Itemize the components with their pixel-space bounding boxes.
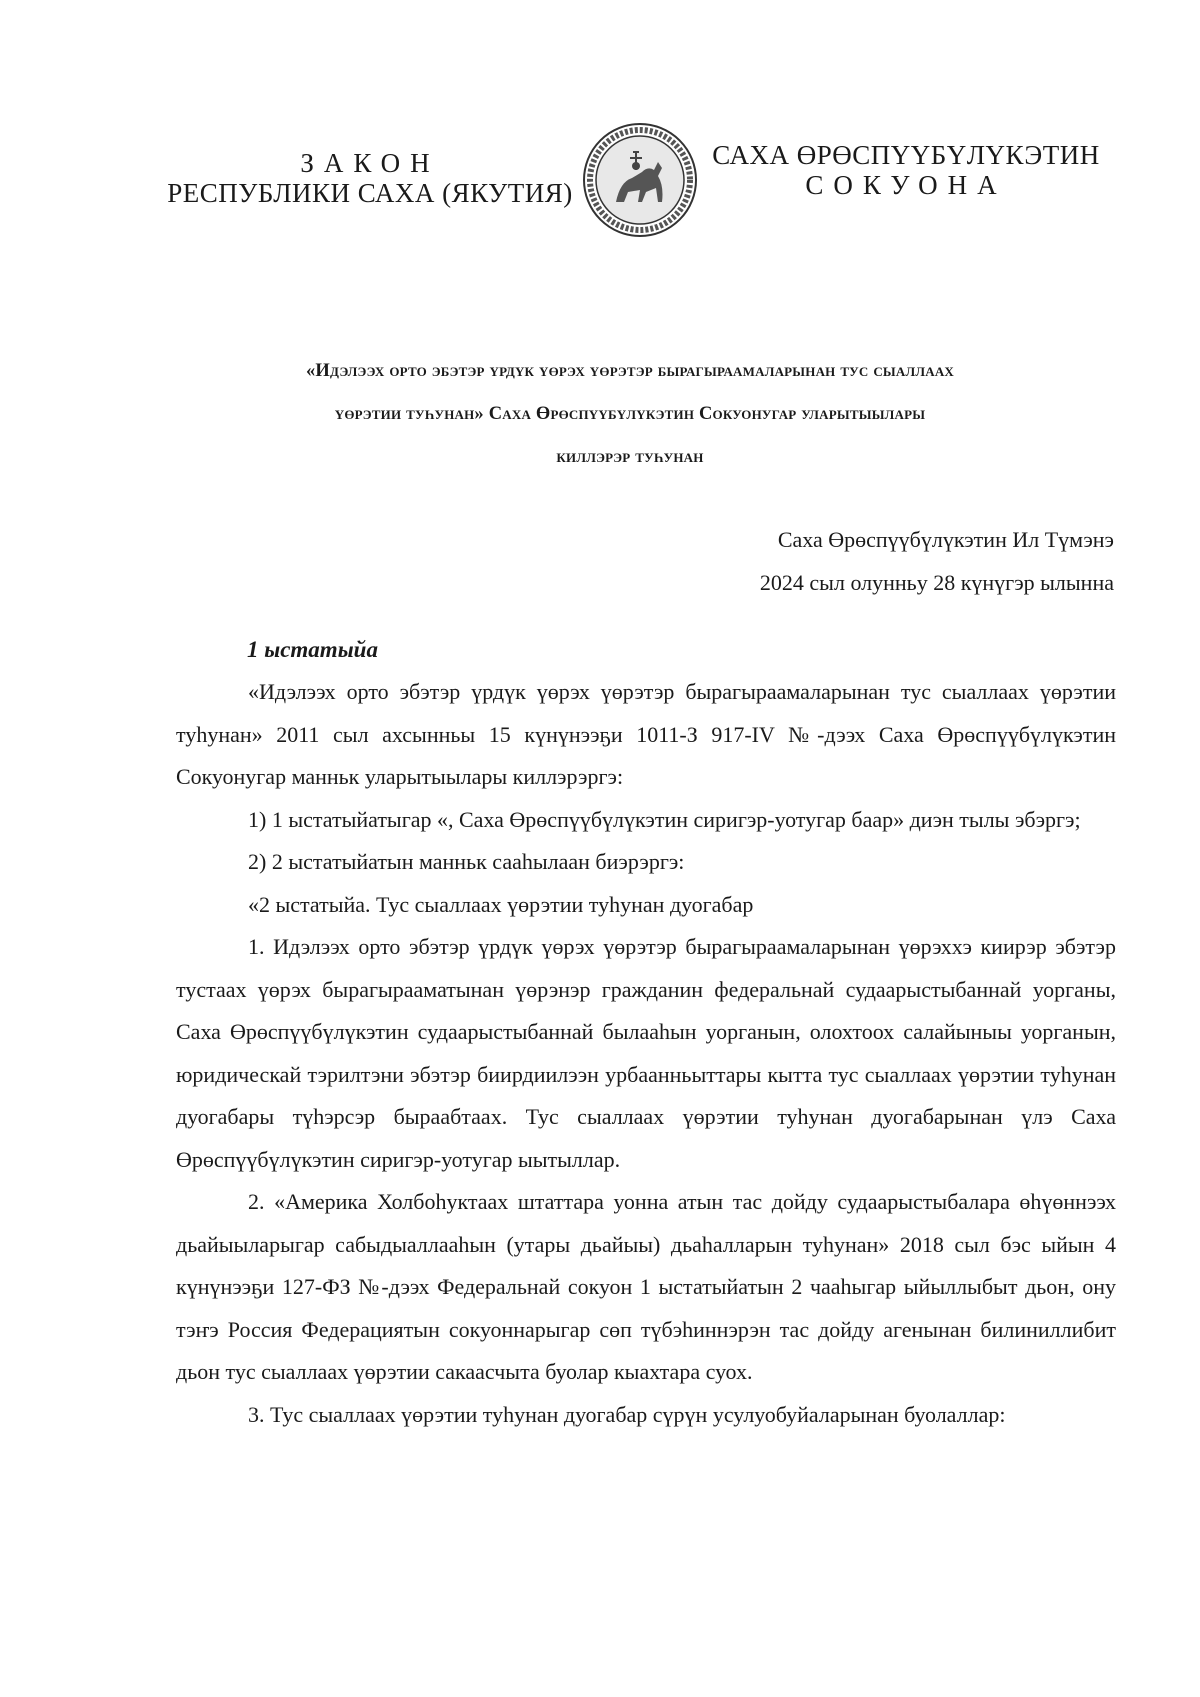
law-title-line: «Идэлээх орто эбэтэр үрдүк үөрэх үөрэтэр бырагыраамаларынан тус сыаллаах [305, 361, 955, 381]
paragraph: 1) 1 ыстатыйатыгар «, Саха Өрөспүүбүлүкэтин сиригэр-уотугар баар» диэн тылы эбэргэ; [248, 806, 1081, 832]
header-republic-name: РЕСПУБЛИКИ САХА (ЯКУТИЯ) [167, 178, 573, 208]
header-law-russian [160, 148, 580, 208]
paragraph: 2) 2 ыстатыйатын манньк сааһылаан биэрэргэ: [248, 849, 685, 874]
header-law-word: ЗАКОН [300, 148, 440, 178]
law-title-line: үөрэтии туһунан» Саха Өрөспүүбүлүкэтин Сокуонугар уларытыылары [334, 404, 926, 424]
header-law-word-sakha: СОКУОНА [805, 170, 1007, 200]
article-body [176, 671, 1116, 1436]
sakha-republic-emblem-icon [582, 122, 698, 238]
paragraph: «2 ыстатыйа. Тус сыаллаах үөрэтии туһунан дуогабар [248, 891, 754, 917]
law-title [150, 350, 1110, 479]
adoption-date: 2024 сыл олунньу 28 күнүгэр ылынна [759, 570, 1114, 595]
paragraph: 3. Тус сыаллаах үөрэтии туһунан дуогабар сүрүн усулуобуйаларынан буолаллар: [248, 1401, 1006, 1427]
paragraph: «Идэлээх орто эбэтэр үрдүк үөрэх үөрэтэр бырагыраамаларынан тус сыаллаах үөрэтии туһунан» 2011 сыл ахсынньы 15 күнүнээҕи 1011-З 917-IV №-дээх Саха Өрөспүүбүлүкэтин Сокуонугар манньк уларытыылары киллэрэргэ: [176, 679, 1116, 789]
header-law-sakha [706, 140, 1106, 200]
adoption-info [760, 518, 1114, 604]
paragraph: 1. Идэлээх орто эбэтэр үрдүк үөрэх үөрэтэр бырагыраамаларынан үөрэххэ киирэр эбэтэр тустаах үөрэх бырагырааматынан үөрэнэр гражданин федеральнай судаарыстыбаннай уорганы, Саха Өрөспүүбүлүкэтин судаарыстыбаннай былааһын уорганын, олохтоох салайыныы уорганын, юридическай тэрилтэни эбэтэр биирдиилээн урбаанньыттары кытта тус сыаллаах үөрэтии туһунан дуогабары түһэрсэр быраабтаах. Тус сыаллаах үөрэтии туһунан дуогабарынан үлэ Саха Өрөспүүбүлүкэтин сиригэр-уотугар ыытыллар. [176, 934, 1116, 1172]
article-heading: 1 ыстатыйа [247, 637, 378, 662]
header-republic-name-sakha: САХА ӨРӨСПҮҮБҮЛҮКЭТИН [712, 140, 1100, 170]
law-title-line: киллэрэр туһунан [556, 447, 704, 467]
paragraph: 2. «Америка Холбоһуктаах штаттара уонна атын тас дойду судаарыстыбалара өһүөннээх дьайыыларыгар сабыдыаллааһын (утары дьайыы) дьаһалларын туһунан» 2018 сыл бэс ыйын 4 күнүнээҕи 127-ФЗ №-дээх Федеральнай сокуон 1 ыстатыйатын 2 чааһыгар ыйыллыбыт дьон, ону тэҥэ Россия Федерациятын сокуоннарыгар сөп түбэһиннэрэн тас дойду агенынан билиниллибит дьон тус сыаллаах үөрэтии сакаасчыта буолар кыахтара суох. [176, 1189, 1116, 1384]
adopting-body: Саха Өрөспүүбүлүкэтин Ил Түмэнэ [777, 527, 1114, 552]
